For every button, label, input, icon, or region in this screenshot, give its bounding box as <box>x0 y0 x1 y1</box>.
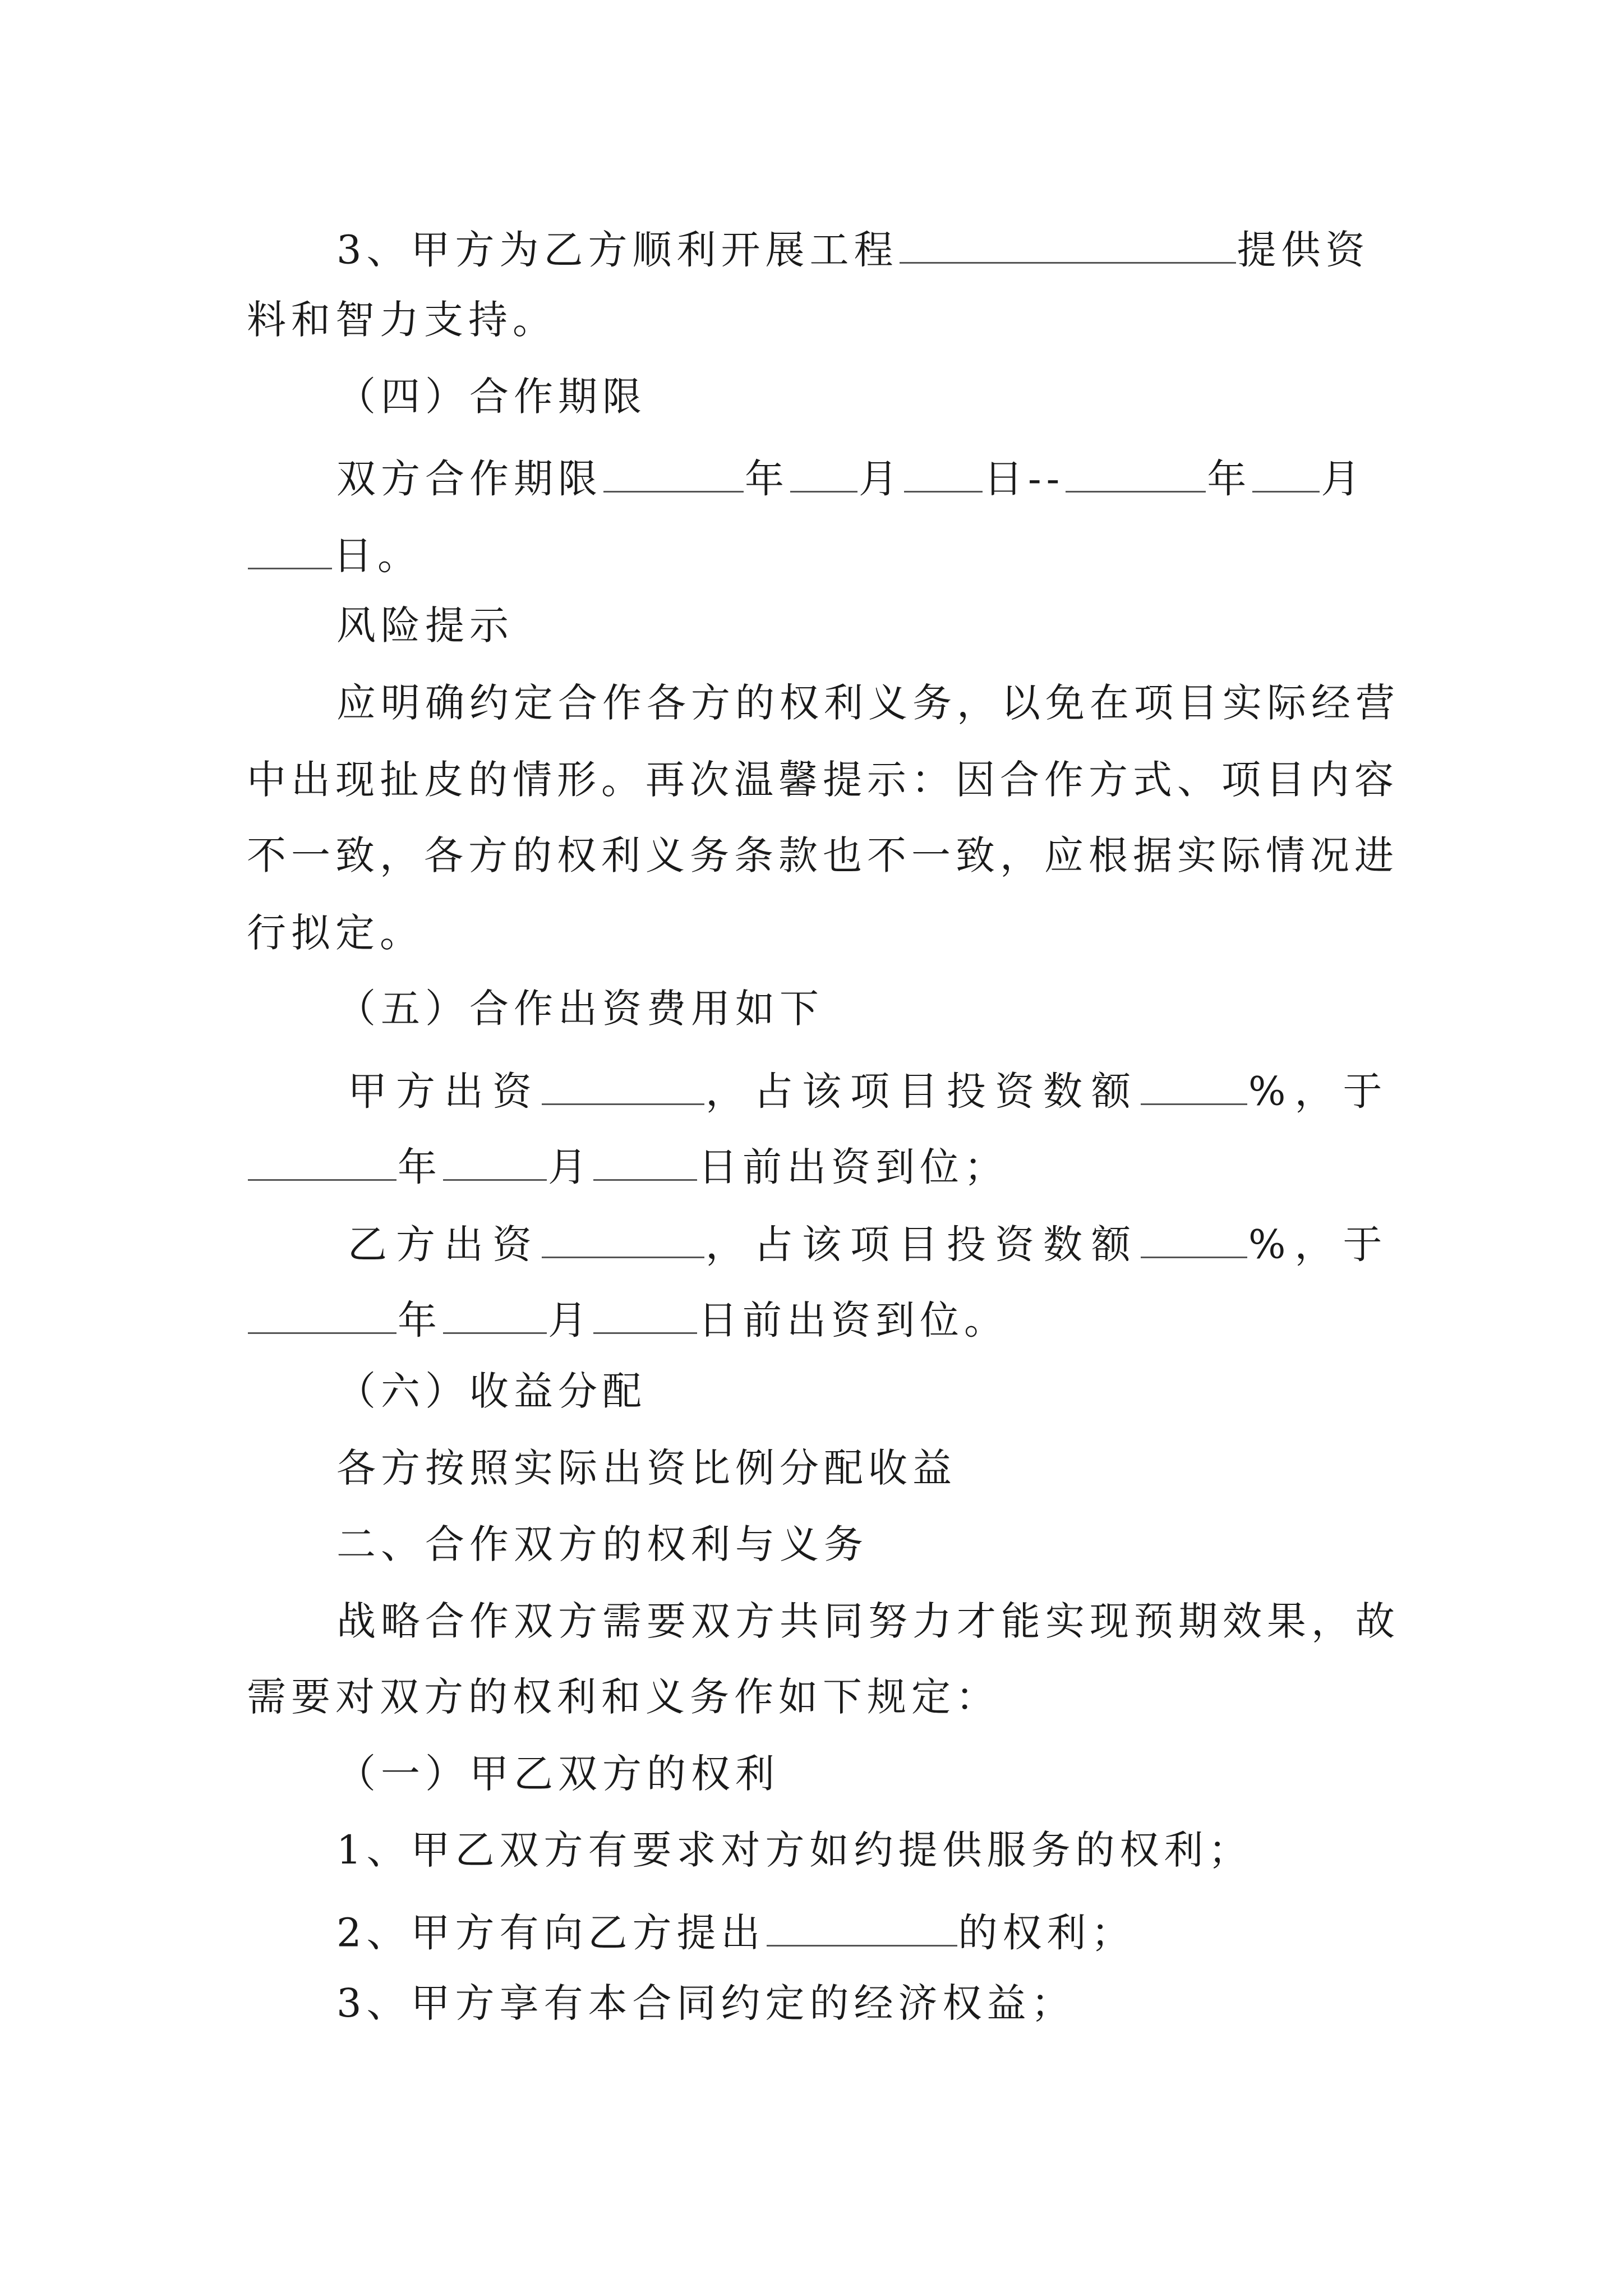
paragraph-line: 3、甲方为乙方顺利开展工程 提供资 <box>336 224 1370 270</box>
fill-blank <box>248 1295 396 1334</box>
paragraph-line: 1、甲乙双方有要求对方如约提供服务的权利； <box>336 1827 1253 1873</box>
fill-blank <box>1066 453 1206 493</box>
fill-blank <box>790 453 857 493</box>
paragraph-line: 甲方出资 ，占该项目投资数额 %，于 <box>348 1066 1391 1111</box>
section-heading: （六）收益分配 <box>336 1368 647 1414</box>
paragraph-line: 行拟定。 <box>247 910 424 956</box>
fill-blank <box>443 1142 547 1181</box>
paragraph-line: 应明确约定合作各方的权利义务，以免在项目实际经营 <box>336 680 1400 726</box>
paragraph-line: 双方合作期限 年 月 日-- 年 月 <box>336 453 1365 499</box>
fill-blank <box>542 1219 704 1258</box>
section-heading: 二、合作双方的权利与义务 <box>336 1521 868 1567</box>
paragraph-line: 各方按照实际出资比例分配收益 <box>336 1445 957 1491</box>
paragraph-line: 2、甲方有向乙方提出 的权利； <box>336 1907 1136 1953</box>
paragraph-line: 需要对双方的权利和义务作如下规定： <box>247 1674 1000 1720</box>
paragraph-line: 战略合作双方需要双方共同努力才能实现预期效果，故 <box>336 1598 1400 1644</box>
fill-blank <box>1252 453 1320 493</box>
paragraph-line: 3、甲方享有本合同约定的经济权益； <box>336 1980 1076 2026</box>
fill-blank <box>1141 1219 1247 1258</box>
paragraph-line: 中出现扯皮的情形。再次温馨提示：因合作方式、项目内容 <box>247 757 1399 803</box>
fill-blank <box>248 530 332 569</box>
fill-blank <box>443 1295 547 1334</box>
fill-blank <box>904 453 983 493</box>
fill-blank <box>593 1295 697 1334</box>
fill-blank <box>248 1142 396 1181</box>
paragraph-line: 日。 <box>247 530 422 576</box>
section-heading: （一）甲乙双方的权利 <box>336 1751 780 1797</box>
fill-blank <box>900 224 1236 264</box>
section-heading: 风险提示 <box>336 602 514 648</box>
paragraph-line: 不一致，各方的权利义务条款也不一致，应根据实际情况进 <box>247 832 1399 878</box>
fill-blank <box>593 1142 697 1181</box>
paragraph-line: 年 月 日前出资到位。 <box>247 1295 1008 1340</box>
paragraph-line: 料和智力支持。 <box>247 297 557 343</box>
section-heading: （四）合作期限 <box>336 374 647 420</box>
paragraph-line: 乙方出资 ，占该项目投资数额 %，于 <box>348 1219 1391 1264</box>
section-heading: （五）合作出资费用如下 <box>336 986 824 1032</box>
fill-blank <box>1141 1066 1247 1105</box>
paragraph-line: 年 月 日前出资到位； <box>247 1142 1008 1187</box>
fill-blank <box>767 1907 957 1947</box>
fill-blank <box>542 1066 704 1105</box>
fill-blank <box>603 453 744 493</box>
